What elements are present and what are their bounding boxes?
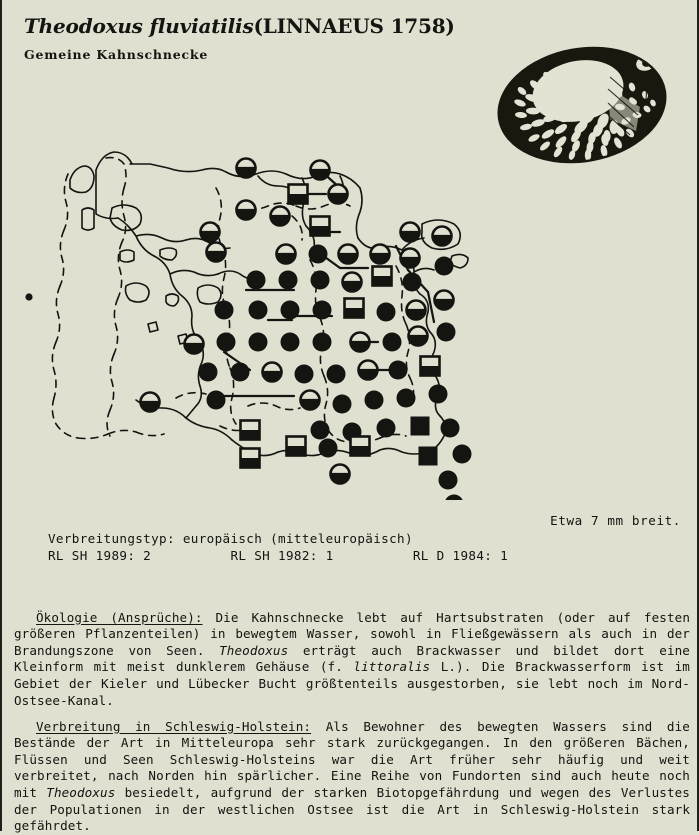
record-symbol-full-circle: [247, 271, 266, 290]
ecology-italic-1: Theodoxus: [219, 642, 289, 658]
record-symbol-half-circle: [339, 245, 358, 264]
record-symbol-full-circle: [207, 391, 226, 410]
record-symbol-full-circle: [397, 389, 416, 408]
record-symbol-full-circle: [453, 445, 472, 464]
record-symbol-half-square: [241, 449, 260, 468]
ecology-text-3: L.). Die Brackwasserform ist im Gebiet der Kieler und Lübecker Bucht größtenteils ausgestorben, sie lebt noch im Nord-Ostsee-Kanal.: [14, 659, 690, 708]
record-symbol-half-square: [241, 421, 260, 440]
scientific-name: Theodoxus fluviatilis: [24, 14, 254, 38]
record-symbol-full-circle: [389, 361, 408, 380]
distribution-italic-1: Theodoxus: [46, 784, 116, 800]
record-symbol-half-circle: [207, 243, 226, 262]
ecology-text-2: erträgt auch Brackwasser und bildet dort eine Kleinform mit meist dunklerem Gehäuse (f.: [14, 642, 690, 675]
record-symbol-half-square: [373, 267, 392, 286]
record-symbol-full-circle: [377, 419, 396, 438]
distribution-text-2: besiedelt, aufgrund der starken Biotopgefährdung und wegen des Verlustes der Populationen in der westlichen Ostsee ist die Art in Schleswig-Holstein stark gefährdet.: [14, 784, 690, 834]
record-symbol-full-circle: [383, 333, 402, 352]
record-symbol-half-circle: [331, 465, 350, 484]
record-symbol-half-square: [421, 357, 440, 376]
record-symbol-half-circle: [351, 333, 370, 352]
record-symbol-half-circle: [237, 159, 256, 178]
record-symbol-half-circle: [263, 363, 282, 382]
record-symbol-full-circle: [319, 439, 338, 458]
record-symbol-full-circle: [327, 365, 346, 384]
record-symbol-half-circle: [435, 291, 454, 310]
page-title: [24, 14, 455, 38]
record-symbol-half-circle: [141, 393, 160, 412]
record-symbol-half-circle: [277, 245, 296, 264]
record-symbol-full-circle: [215, 301, 234, 320]
distribution-type: Verbreitungstyp: europäisch (mitteleuropäisch): [48, 531, 413, 546]
ecology-paragraph: [14, 610, 690, 710]
record-symbol-half-circle: [409, 327, 428, 346]
distribution-text-1: Als Bewohner des bewegten Wassers sind die Bestände der Art in Mitteleuropa sehr stark zurückgegangen. In den größeren Bächen, Flüssen und Seen Schleswig-Holsteins war die Art früher sehr häufig und weit verbreitet, nach Norden hin spärlicher. Eine Reihe von Fundorten sind auch heute noch mit: [14, 718, 690, 800]
record-symbol-half-circle: [237, 201, 256, 220]
record-symbol-full-circle: [437, 323, 456, 342]
record-symbol-full-circle: [439, 471, 458, 490]
record-symbol-full-circle: [231, 363, 250, 382]
record-symbol-full-circle: [279, 271, 298, 290]
record-symbol-half-square: [311, 217, 330, 236]
map-point-isolated: [25, 293, 32, 300]
red-list-status-line: RL SH 1989: 2 RL SH 1982: 1 RL D 1984: 1: [48, 548, 509, 563]
record-symbol-half-circle: [301, 391, 320, 410]
record-symbol-half-square: [287, 437, 306, 456]
record-symbol-full-circle: [365, 391, 384, 410]
record-symbol-full-circle: [311, 421, 330, 440]
distribution-map: [10, 60, 530, 500]
record-symbol-full-square: [411, 417, 430, 436]
record-symbol-half-circle: [343, 273, 362, 292]
record-symbol-full-circle: [403, 273, 422, 292]
record-symbol-half-circle: [407, 301, 426, 320]
record-symbol-half-circle: [433, 227, 452, 246]
record-symbol-full-circle: [249, 301, 268, 320]
page-header: [24, 14, 455, 62]
record-symbol-full-circle: [281, 333, 300, 352]
record-symbol-full-square: [419, 447, 438, 466]
record-symbol-full-circle: [333, 395, 352, 414]
record-symbol-half-square: [345, 299, 364, 318]
taxon-authority: (LINNAEUS 1758): [253, 14, 455, 38]
ecology-heading: Ökologie (Ansprüche):: [36, 609, 203, 625]
record-symbol-half-square: [351, 437, 370, 456]
record-symbol-half-circle: [401, 223, 420, 242]
record-symbol-full-circle: [309, 245, 328, 264]
record-symbol-half-circle: [271, 207, 290, 226]
distribution-paragraph: [14, 719, 690, 835]
record-symbol-half-circle: [371, 245, 390, 264]
record-symbol-full-circle: [313, 301, 332, 320]
record-symbol-half-circle: [185, 335, 204, 354]
record-symbol-full-circle: [311, 271, 330, 290]
record-symbol-half-circle: [401, 249, 420, 268]
record-symbol-full-circle: [435, 257, 454, 276]
record-symbol-full-circle: [377, 303, 396, 322]
record-symbol-half-circle: [359, 361, 378, 380]
record-symbol-full-circle: [295, 365, 314, 384]
map-record-symbols: [141, 159, 472, 501]
record-symbol-full-circle: [217, 333, 236, 352]
record-symbol-half-circle: [329, 185, 348, 204]
distribution-heading: Verbreitung in Schleswig-Holstein:: [36, 718, 312, 734]
record-symbol-full-circle: [441, 419, 460, 438]
map-svg: [10, 60, 530, 500]
record-symbol-full-circle: [281, 301, 300, 320]
ecology-text-1: Die Kahnschnecke lebt auf Hartsubstraten (oder auf festen größeren Pflanzenteilen) in bewegtem Wasser, sowohl in Fließgewässern als auch in der Brandungszone von Seen.: [14, 609, 690, 658]
common-name: Gemeine Kahnschnecke: [24, 47, 209, 62]
record-symbol-half-circle: [201, 223, 220, 242]
record-symbol-full-circle: [313, 333, 332, 352]
record-symbol-full-circle: [199, 363, 218, 382]
record-symbol-full-circle: [429, 385, 448, 404]
record-symbol-full-circle: [249, 333, 268, 352]
record-symbol-full-circle: [445, 495, 464, 501]
ecology-italic-2: littoralis: [353, 659, 431, 675]
record-symbol-half-circle: [311, 161, 330, 180]
scale-note: Etwa 7 mm breit.: [550, 513, 681, 528]
map-caption: [48, 530, 508, 564]
record-symbol-half-square: [289, 185, 308, 204]
